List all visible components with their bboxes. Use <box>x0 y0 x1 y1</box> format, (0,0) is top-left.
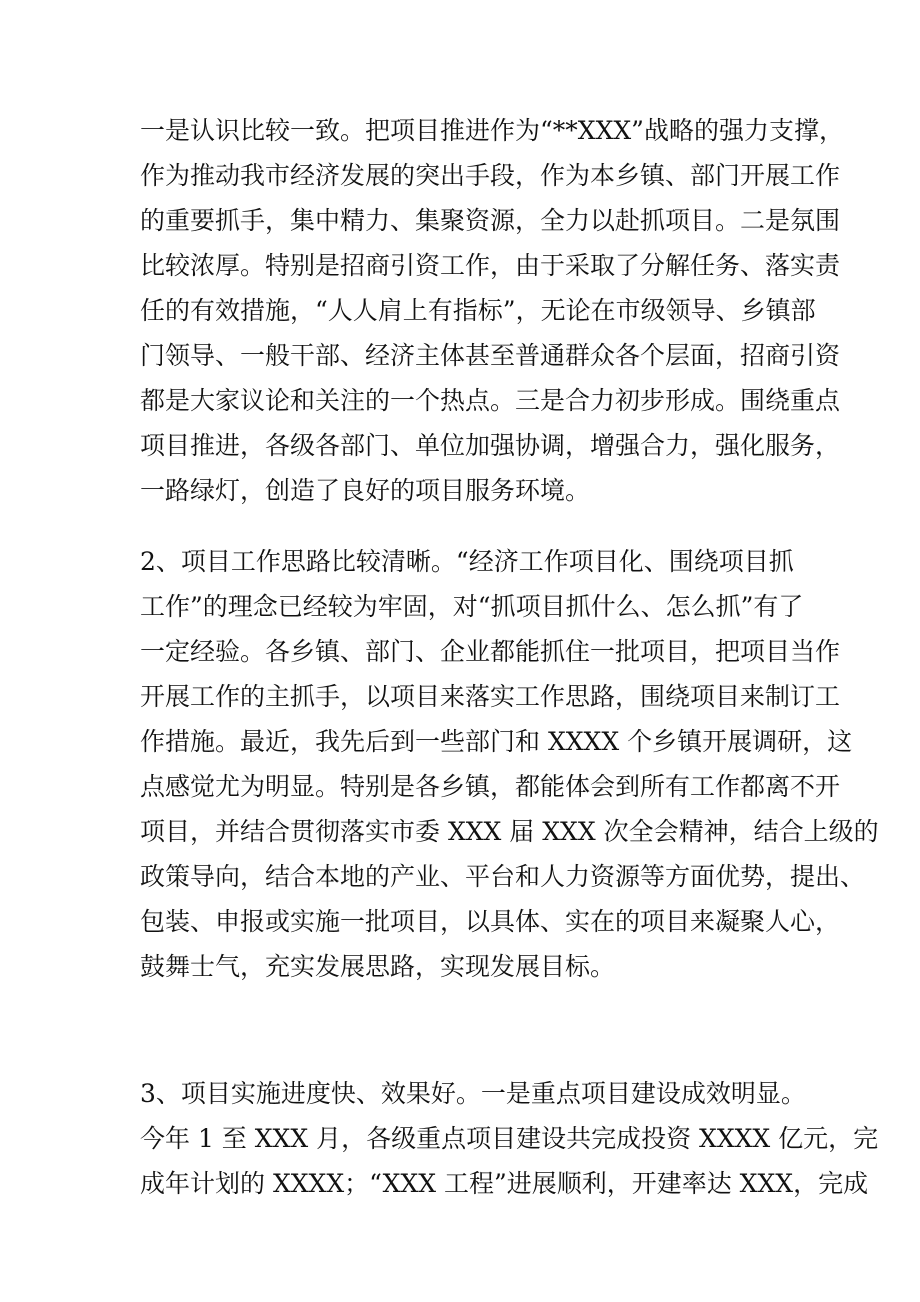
paragraph-2-line-8: 政策导向，结合本地的产业、平台和人力资源等方面优势，提出、 <box>140 862 866 891</box>
paragraph-1-line-2: 作为推动我市经济发展的突出手段，作为本乡镇、部门开展工作 <box>140 161 841 190</box>
paragraph-1-line-5: 任的有效措施，“人人肩上有指标”，无论在市级领导、乡镇部 <box>140 296 816 325</box>
paragraph-2-line-1: 2、项目工作思路比较清晰。“经济工作项目化、围绕项目抓 <box>140 547 794 576</box>
paragraph-3-line-1: 3、项目实施进度快、效果好。一是重点项目建设成效明显。 <box>140 1079 806 1108</box>
paragraph-1-line-9: 一路绿灯，创造了良好的项目服务环境。 <box>140 476 591 505</box>
paragraph-1-line-7: 都是大家议论和关注的一个热点。三是合力初步形成。围绕重点 <box>140 386 841 415</box>
paragraph-1-line-6: 门领导、一般干部、经济主体甚至普通群众各个层面，招商引资 <box>140 341 841 370</box>
paragraph-1-line-8: 项目推进，各级各部门、单位加强协调，增强合力，强化服务， <box>140 431 841 460</box>
paragraph-2-line-9: 包装、申报或实施一批项目，以具体、实在的项目来凝聚人心， <box>140 907 841 936</box>
paragraph-1-line-1: 一是认识比较一致。把项目推进作为“**XXX”战略的强力支撑， <box>140 116 844 145</box>
paragraph-3-line-2: 今年 1 至 XXX 月，各级重点项目建设共完成投资 XXXX 亿元，完 <box>140 1124 879 1153</box>
paragraph-2-line-7: 项目，并结合贯彻落实市委 XXX 届 XXX 次全会精神，结合上级的 <box>140 817 879 846</box>
paragraph-2-line-5: 作措施。最近，我先后到一些部门和 XXXX 个乡镇开展调研，这 <box>140 727 853 756</box>
paragraph-3-line-3: 成年计划的 XXXX；“XXX 工程”进展顺利，开建率达 XXX，完成 <box>140 1169 869 1198</box>
paragraph-2 <box>140 539 879 989</box>
paragraph-1-line-3: 的重要抓手，集中精力、集聚资源，全力以赴抓项目。二是氛围 <box>140 206 841 235</box>
paragraph-2-line-2: 工作”的理念已经较为牢固，对“抓项目抓什么、怎么抓”有了 <box>140 592 804 621</box>
paragraph-1-line-4: 比较浓厚。特别是招商引资工作，由于采取了分解任务、落实责 <box>140 251 841 280</box>
paragraph-1 <box>140 108 844 513</box>
paragraph-2-line-4: 开展工作的主抓手，以项目来落实工作思路，围绕项目来制订工 <box>140 682 841 711</box>
paragraph-3 <box>140 1071 879 1206</box>
paragraph-2-line-3: 一定经验。各乡镇、部门、企业都能抓住一批项目，把项目当作 <box>140 637 841 666</box>
paragraph-2-line-6: 点感觉尤为明显。特别是各乡镇，都能体会到所有工作都离不开 <box>140 772 841 801</box>
paragraph-2-line-10: 鼓舞士气，充实发展思路，实现发展目标。 <box>140 952 616 981</box>
